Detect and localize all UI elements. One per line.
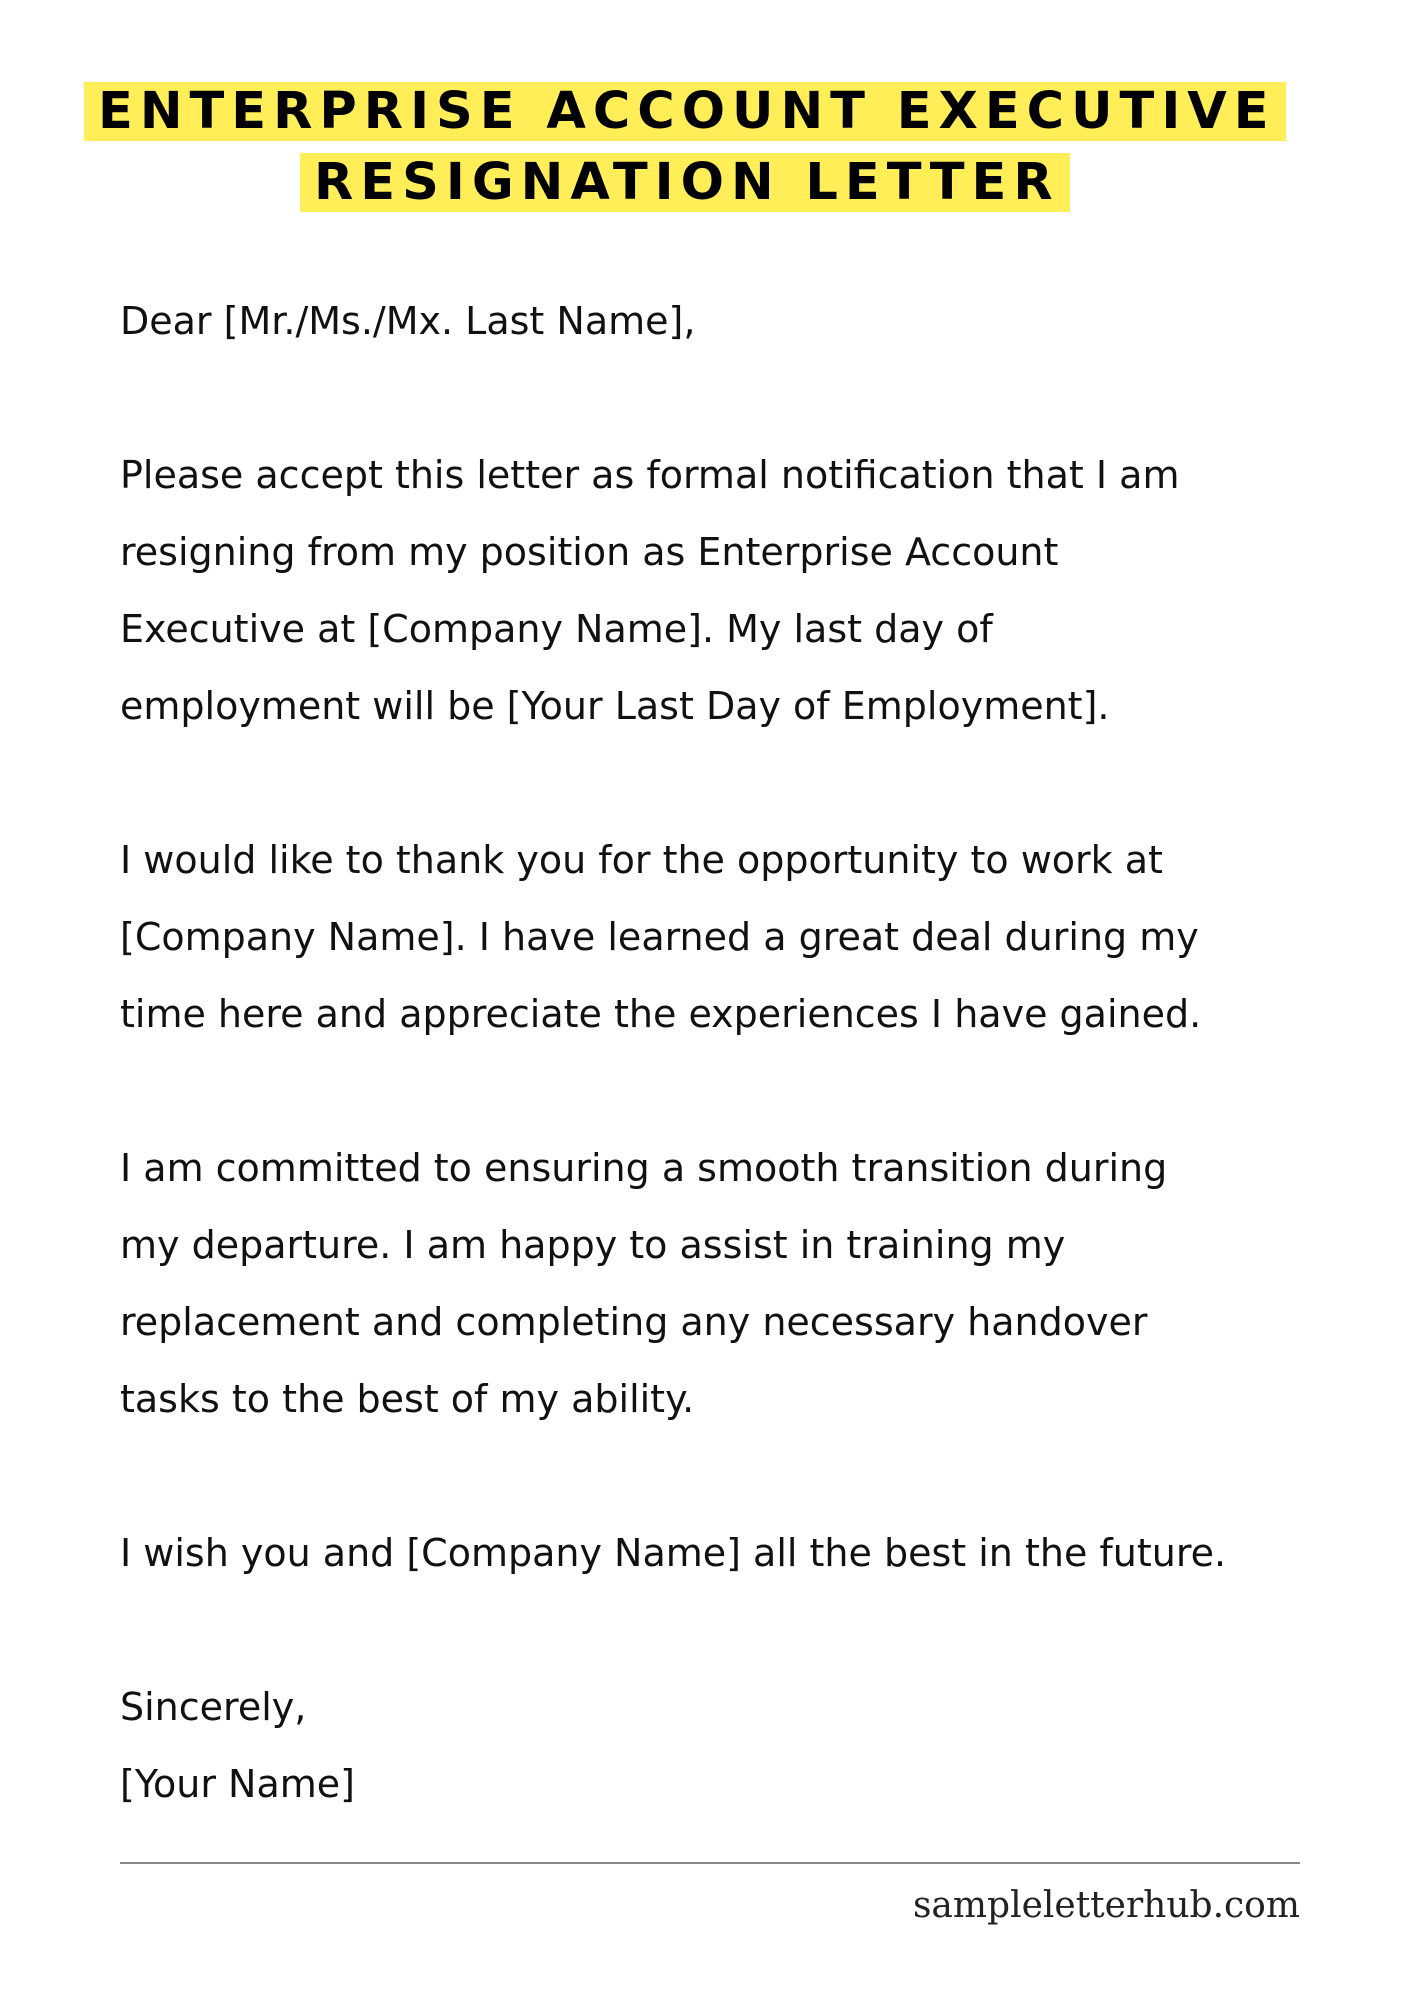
text-line: time here and appreciate the experiences I have gained. [120,992,1202,1036]
text-line: employment will be [Your Last Day of Employment]. [120,684,1110,728]
footer-website: sampleletterhub.com [912,1885,1300,1926]
text-line: I wish you and [Company Name] all the best in the future. [120,1531,1227,1575]
closing: Sincerely, [120,1685,307,1729]
footer-divider [120,1862,1300,1864]
salutation: Dear [Mr./Ms./Mx. Last Name], [120,299,696,343]
text-line: replacement and completing any necessary handover [120,1300,1148,1344]
text-line: Please accept this letter as formal notification that I am [120,453,1180,497]
signature-name: [Your Name] [120,1762,355,1806]
letter-body [120,283,1350,1823]
text-line: resigning from my position as Enterprise Account [120,530,1059,574]
text-line: Executive at [Company Name]. My last day of [120,607,993,651]
title-line-1-text: ENTERPRISE ACCOUNT EXECUTIVE [84,82,1286,141]
text-line: I would like to thank you for the opportunity to work at [120,838,1163,882]
text-line: [Company Name]. I have learned a great deal during my [120,915,1199,959]
paragraph-spacer [120,1053,1350,1130]
text-line: tasks to the best of my ability. [120,1377,695,1421]
text-line: my departure. I am happy to assist in training my [120,1223,1066,1267]
text-line: I am committed to ensuring a smooth transition during [120,1146,1168,1190]
title-line-2-text: RESIGNATION LETTER [300,153,1070,212]
paragraph-transition [120,1130,1350,1438]
paragraph-spacer [120,1592,1350,1669]
paragraph-gratitude [120,822,1350,1053]
paragraph-resignation-notice [120,437,1350,745]
paragraph-well-wishes [120,1515,1350,1592]
paragraph-spacer [120,360,1350,437]
title-line-2 [300,145,1070,221]
paragraph-spacer [120,1438,1350,1515]
paragraph-spacer [120,745,1350,822]
title-line-1 [84,74,1286,150]
